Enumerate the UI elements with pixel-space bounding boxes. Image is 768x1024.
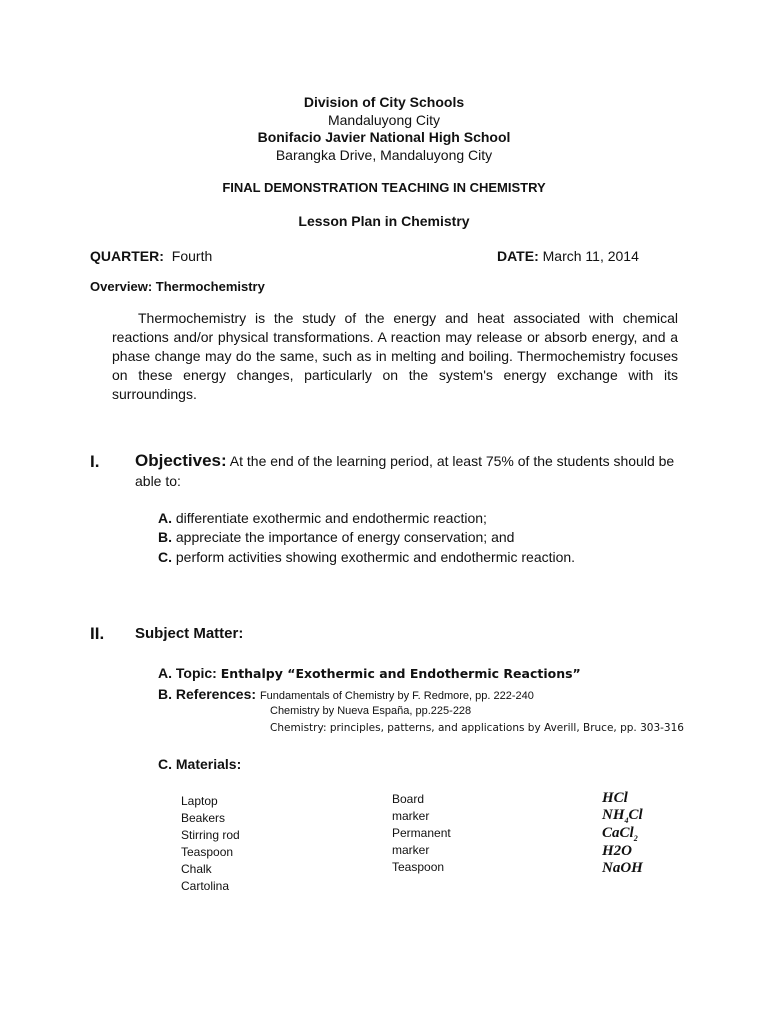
overview-paragraph: Thermochemistry is the study of the energy and heat associated with chemical reactions and/or physical transformations. A reaction may release or absorb energy, and a phase change may do the same, such as in melting and boiling. Thermochemistry focuses on these energy changes, particularly on the system's energy exchange with its surroundings. [112,310,678,402]
formula-main: NaOH [602,860,643,876]
material-item: Stirring rod [181,828,240,842]
objective-letter: C. [158,549,172,565]
chemical-formula [602,807,643,825]
references-letter: B. [158,686,172,702]
quarter-value: Fourth [171,248,213,264]
formula-tail: Cl [628,807,643,823]
formula-main: CaCl [602,825,634,841]
subject-matter-heading: Subject Matter: [135,625,244,642]
material-item: Teaspoon [392,860,445,874]
topic-label: Topic: [175,665,217,681]
objective-text: perform activities showing exothermic and endothermic reaction. [175,549,576,565]
formula-main: NH [602,807,625,823]
city-line: Mandaluyong City [327,112,441,128]
document-title: FINAL DEMONSTRATION TEACHING IN CHEMISTRY [222,180,546,195]
quarter-row [90,248,212,264]
materials-letter: C. [158,756,172,772]
quarter-label: QUARTER: [90,248,164,264]
objectives-numeral: I. [90,452,100,471]
material-item: Teaspoon [181,845,234,859]
school-address: Barangka Drive, Mandaluyong City [275,147,493,163]
formula-main: HCl [602,790,628,806]
objectives-heading: Objectives: [135,451,227,470]
topic-letter: A. [158,665,172,681]
date-label: DATE: [497,248,539,264]
date-value: March 11, 2014 [542,248,639,264]
objectives-intro-text: At the end of the learning period, at least 75% of the students should be able to: [135,453,675,489]
material-item: marker [392,809,430,823]
school-name: Bonifacio Javier National High School [257,129,511,145]
chemical-formula [602,860,643,877]
objective-letter: B. [158,529,172,545]
references-label: References: [175,686,257,702]
topic-value: Enthalpy “Exothermic and Endothermic Reactions” [220,666,581,681]
formula-subscript: 4 [624,816,629,825]
reference-item: Chemistry by Nueva España, pp.225-228 [270,705,472,717]
objective-letter: A. [158,510,172,526]
date-row [497,248,639,264]
topic-row [158,665,581,681]
references-row [158,686,534,702]
material-item: Chalk [181,862,212,876]
material-item: Laptop [181,794,218,808]
reference-item: Fundamentals of Chemistry by F. Redmore, pp. 222-240 [259,690,534,702]
material-item: Board [392,792,425,806]
overview-heading: Overview: Thermochemistry [90,279,265,294]
objective-item [158,510,487,526]
subject-matter-numeral: II. [90,624,105,643]
objectives-intro [135,451,680,491]
objective-text: differentiate exothermic and endothermic reaction; [175,510,487,526]
chemical-formula [602,843,632,860]
material-item: Cartolina [181,879,230,893]
material-item: Beakers [181,811,226,825]
formula-main: H2O [602,843,632,859]
lesson-plan-title: Lesson Plan in Chemistry [298,213,470,229]
material-item: Permanent [392,826,451,840]
materials-row [158,756,241,772]
objective-item [158,549,575,565]
division-heading: Division of City Schools [303,94,465,110]
chemical-formula [602,790,628,807]
reference-item: Chemistry: principles, patterns, and applications by Averill, Bruce, pp. 303-316 [270,722,684,734]
chemical-formula [602,825,638,843]
formula-subscript: 2 [633,834,638,843]
objective-text: appreciate the importance of energy conservation; and [175,529,515,545]
materials-label: Materials: [175,756,242,772]
material-item: marker [392,843,430,857]
objective-item [158,529,514,545]
